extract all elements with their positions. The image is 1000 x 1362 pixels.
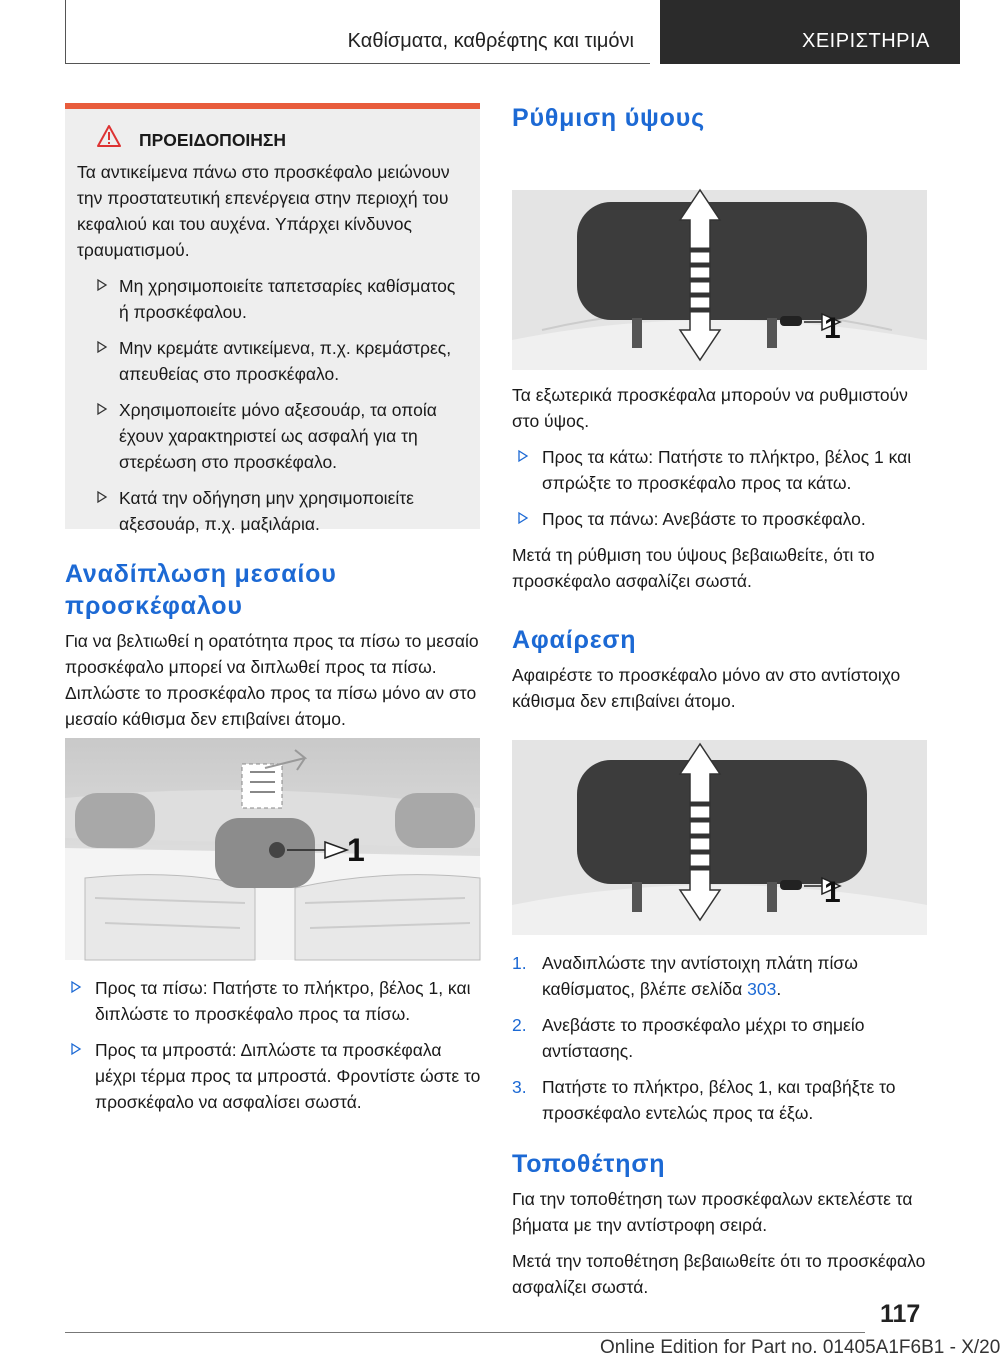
footer-edition: Online Edition for Part no. 01405A1F6B1 - X/20 [600, 1337, 1000, 1358]
header-section-tab [65, 0, 650, 64]
warning-text: Τα αντικείμενα πάνω στο προσκέφαλο μειώνουν την προστατευτική επενέργεια στην περιοχή του κεφαλιού και του αυχένα. Υπάρχει κίνδυνος τραυματισμού. [77, 162, 450, 260]
bullet-triangle-icon [71, 981, 81, 993]
height-instructions [512, 382, 932, 714]
height-heading: Ρύθμιση ύψους [512, 104, 705, 132]
install-text-1: Για την τοποθέτηση των προσκέφαλων εκτελέστε τα βήματα με την αντίστροφη σειρά. [512, 1189, 913, 1235]
removal-heading: Αφαίρεση [512, 626, 637, 654]
height-section [512, 102, 932, 134]
headrest-height-image [512, 190, 927, 370]
page-link[interactable]: 303 [747, 979, 777, 999]
header-chapter-title: ΧΕΙΡΙΣΤΗΡΙΑ [802, 30, 930, 52]
list-item: Κατά την οδήγηση μην χρησιμοποιείτε αξεσουάρ, π.χ. μαξιλάρια. [77, 485, 462, 537]
bullet-triangle-icon [97, 279, 107, 291]
list-item: Μη χρησιμοποιείτε ταπετσαρίες καθίσματος ή προσκέφαλου. [77, 273, 462, 325]
install-heading: Τοποθέτηση [512, 1150, 666, 1178]
headrest-removal-image [512, 740, 927, 935]
bullet-triangle-icon [97, 341, 107, 353]
warning-triangle-icon [97, 125, 121, 147]
height-text: Τα εξωτερικά προσκέφαλα μπορούν να ρυθμιστούν στο ύψος. [512, 385, 908, 431]
list-item: Προς τα πάνω: Ανεβάστε το προσκέφαλο. [512, 506, 932, 532]
list-item: 2. Ανεβάστε το προσκέφαλο μέχρι το σημείο αντίστασης. [512, 1015, 865, 1061]
removal-text: Αφαιρέστε το προσκέφαλο μόνο αν στο αντίστοιχο κάθισμα δεν επιβαίνει άτομο. [512, 665, 901, 711]
height-list [512, 444, 932, 532]
warning-accent-bar [65, 103, 480, 109]
bullet-triangle-icon [97, 491, 107, 503]
height-after-text: Μετά τη ρύθμιση του ύψους βεβαιωθείτε, ότι το προσκέφαλο ασφαλίζει σωστά. [512, 545, 875, 591]
install-text-2: Μετά την τοποθέτηση βεβαιωθείτε ότι το προσκέφαλο ασφαλίζει σωστά. [512, 1251, 926, 1297]
fold-instructions [65, 975, 483, 1125]
bullet-triangle-icon [97, 403, 107, 415]
footer-divider [65, 1332, 865, 1333]
fold-heading: Αναδίπλωση μεσαίου προσκέφαλου [65, 560, 337, 620]
warning-list [77, 273, 462, 537]
list-item: Προς τα μπροστά: Διπλώστε τα προσκέφαλα μέχρι τέρμα προς τα μπροστά. Φροντίστε ώστε το προσκέφαλο να ασφαλίσει σωστά. [65, 1037, 483, 1115]
fold-section [65, 558, 483, 732]
header-chapter-tab [660, 0, 960, 64]
callout-number: 1 [347, 832, 365, 868]
callout-number: 1 [824, 312, 841, 345]
warning-title: ΠΡΟΕΙΔΟΠΟΙΗΣΗ [77, 127, 462, 153]
removal-instructions [512, 950, 932, 1300]
fold-text: Για να βελτιωθεί η ορατότητα προς τα πίσω το μεσαίο προσκέφαλο μπορεί να διπλωθεί προς τα πίσω. Διπλώστε το προσκέφαλο προς τα πίσω μόνο αν στο μεσαίο κάθισμα δεν επιβαίνει άτομο. [65, 631, 479, 729]
list-item: Χρησιμοποιείτε μόνο αξεσουάρ, τα οποία έχουν χαρακτηριστεί ως ασφαλή για τη στερέωση στο προσκέφαλο. [77, 397, 462, 475]
list-item: Προς τα κάτω: Πατήστε το πλήκτρο, βέλος 1 και σπρώξτε το προσκέφαλο προς τα κάτω. [512, 444, 932, 496]
list-item: Μην κρεμάτε αντικείμενα, π.χ. κρεμάστρες, απευθείας στο προσκέφαλο. [77, 335, 462, 387]
callout-number: 1 [824, 876, 841, 909]
bullet-triangle-icon [518, 450, 528, 462]
bullet-triangle-icon [518, 512, 528, 524]
list-item: 1. Αναδιπλώστε την αντίστοιχη πλάτη πίσω καθίσματος, βλέπε σελίδα 303. [512, 953, 858, 999]
fold-list [65, 975, 483, 1115]
list-item: Προς τα πίσω: Πατήστε το πλήκτρο, βέλος 1, και διπλώστε το προσκέφαλο προς τα πίσω. [65, 975, 483, 1027]
rear-seats-image [65, 738, 480, 960]
header-section-title: Καθίσματα, καθρέφτης και τιμόνι [347, 30, 634, 52]
removal-steps [512, 950, 932, 1126]
warning-box [65, 103, 480, 534]
page-number: 117 [880, 1300, 921, 1328]
list-item: 3. Πατήστε το πλήκτρο, βέλος 1, και τραβήξτε το προσκέφαλο εντελώς προς τα έξω. [512, 1077, 896, 1123]
bullet-triangle-icon [71, 1043, 81, 1055]
